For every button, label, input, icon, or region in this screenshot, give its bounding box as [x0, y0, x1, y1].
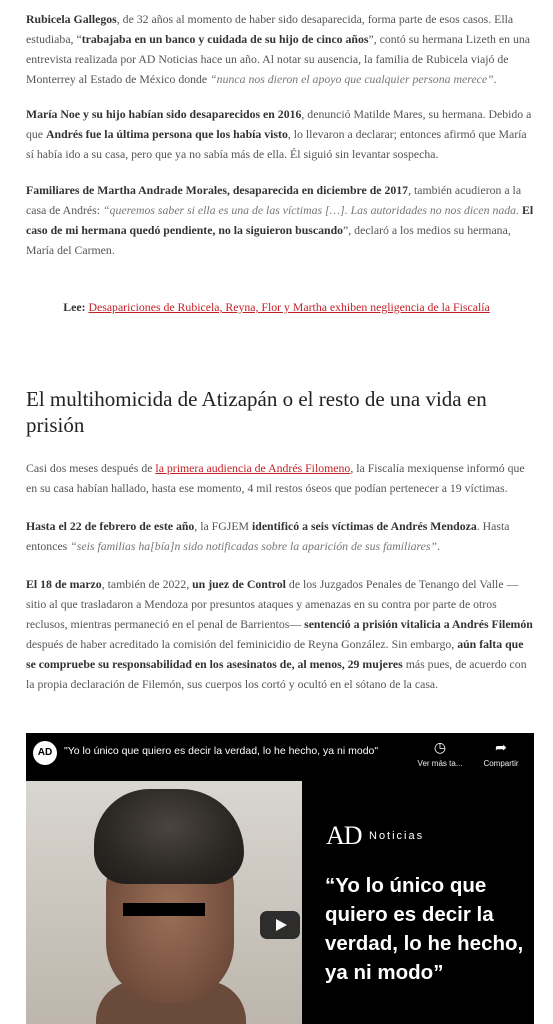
quote-text: “seis familias ha[bía]n sido notificadas sobre la aparición de sus familiares” [70, 539, 438, 553]
watch-later-button[interactable] [410, 739, 470, 768]
text: , también de 2022, [101, 577, 193, 591]
text: , de 32 años al momento de haber sido desaparecida, forma parte de esos casos. Ella estudiaba, “ [26, 12, 514, 46]
paragraph-sentencia [26, 574, 536, 694]
brand-subtitle: Noticias [369, 830, 425, 842]
text: de los Juzgados Penales de Tenango del Valle —sitio al que trasladaron a Mendoza por presuntos ataques y amenazas en su contra por parte de otros reclusos, mientras permaneció en el penal de Barrientos— [26, 577, 519, 631]
related-article [0, 297, 553, 317]
text: . [493, 72, 497, 86]
bold-text: aún falta que se compruebe su responsabilidad en los asesinatos de, al menos, 29 mujeres [26, 637, 524, 671]
quote-text: “nunca nos dieron el apoyo que cualquier persona merece” [210, 72, 494, 86]
bold-text: El 18 de marzo [26, 577, 102, 591]
related-article-link[interactable]: Desapariciones de Rubicela, Reyna, Flor y Martha exhiben negligencia de la Fiscalía [88, 300, 490, 314]
text: , lo llevaron a declarar; entonces afirmó que María sí había ido a su casa, pero que ya no sabía más de ella. Él siguió sin levantar sospecha. [26, 127, 527, 161]
bold-text: sentenció a prisión vitalicia a Andrés Filemón [304, 617, 533, 631]
bold-text: identificó a seis víctimas de Andrés Mendoza [251, 519, 477, 533]
paragraph-maria-noe [26, 104, 536, 164]
text: ”, contó su hermana Lizeth en una entrevista realizada por AD Noticias hace un año. Al notar su ausencia, la familia de Rubicela viajó de Monterrey al Estado de México donde [26, 32, 530, 86]
video-title[interactable]: "Yo lo único que quiero es decir la verdad, lo he hecho, ya ni modo" [64, 745, 379, 757]
bold-text: Familiares de Martha Andrade Morales, desaparecida en diciembre de 2017 [26, 183, 409, 197]
play-icon[interactable] [260, 911, 300, 939]
text: , la Fiscalía mexiquense informó que en su casa habían hallado, hasta ese momento, 4 mil restos óseos que podían pertenecer a 19 víctimas. [26, 461, 525, 495]
text: Casi dos meses después de [26, 461, 156, 475]
video-quote: “Yo lo único que quiero es decir la verdad, lo he hecho, ya ni modo” [325, 874, 524, 984]
bold-text: Hasta el 22 de febrero de este año [26, 519, 195, 533]
censor-bar [123, 903, 205, 916]
text: más pues, de acuerdo con la propia declaración de Filemón, sus cuerpos los cortó y ocultó en el sótano de la casa. [26, 657, 527, 691]
bold-text: trabajaba en un banco y cuidada de su hijo de cinco años [81, 32, 369, 46]
share-button[interactable] [471, 739, 531, 768]
bold-text: María Noe y su hijo habían sido desaparecidos en 2016 [26, 107, 302, 121]
brand-logo: AD [326, 821, 362, 850]
text: , también acudieron a la casa de Andrés: [26, 183, 522, 217]
text: . Hasta entonces [26, 519, 510, 553]
bold-text: El caso de mi hermana quedó pendiente, no la siguieron buscando [26, 203, 534, 237]
share-arrow-icon: ➦ [495, 739, 507, 755]
read-more-label: Lee: [63, 300, 86, 314]
quote-text: “queremos saber si ella es una de las víctimas […]. Las autoridades no nos dicen nada. [102, 203, 520, 217]
figure-hair [94, 789, 244, 884]
audiencia-link[interactable]: la primera audiencia de Andrés Filomeno [155, 461, 351, 475]
video-thumbnail-photo [26, 781, 302, 1024]
section-heading: El multihomicida de Atizapán o el resto de una vida en prisión [26, 387, 487, 437]
paragraph-rubicela [26, 9, 536, 89]
channel-avatar[interactable]: AD [33, 741, 57, 765]
clock-icon: ◷ [433, 739, 447, 755]
paragraph-martha [26, 180, 536, 260]
text: . [437, 539, 441, 553]
paragraph-fgjem [26, 516, 536, 556]
text: , la FGJEM [194, 519, 252, 533]
paragraph-audiencia [26, 458, 536, 498]
video-title-bar [26, 733, 534, 781]
watch-later-label: Ver más ta... [417, 759, 463, 768]
bold-text: Rubicela Gallegos [26, 12, 117, 26]
share-label: Compartir [483, 759, 519, 768]
bold-text: Andrés fue la última persona que los había visto [45, 127, 288, 141]
embedded-video[interactable] [26, 733, 534, 1024]
text: después de haber acreditado la comisión del feminicidio de Reyna González. Sin embargo, [26, 637, 458, 651]
text: , denunció Matilde Mares, su hermana. Debido a que [26, 107, 532, 141]
bold-text: un juez de Control [192, 577, 286, 591]
text: ”, declaró a los medios su hermana, María del Carmen. [26, 223, 511, 257]
